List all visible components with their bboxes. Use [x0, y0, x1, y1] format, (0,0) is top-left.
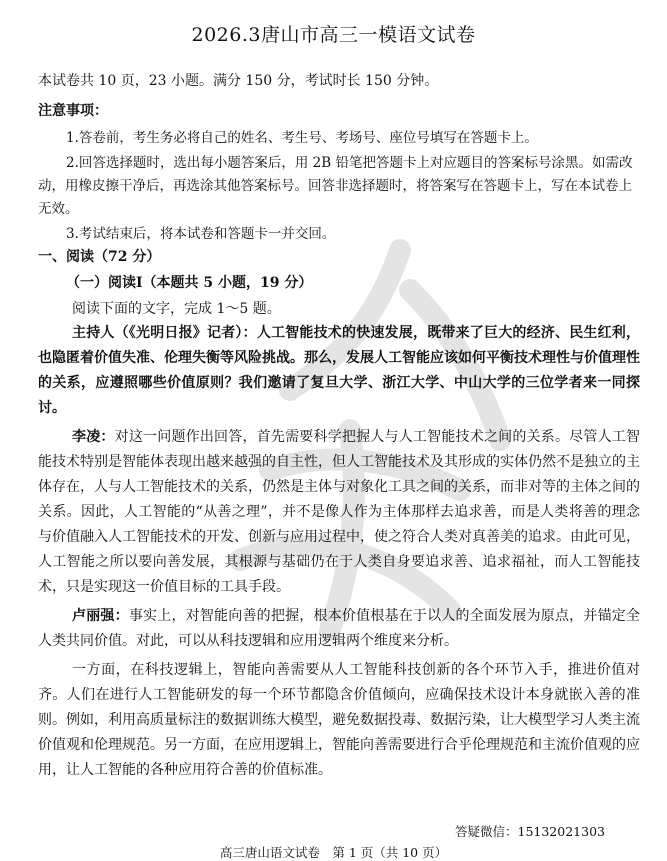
reading-passage: [38, 321, 640, 783]
subsection-heading: （一）阅读Ⅰ（本题共 5 小题，19 分）: [66, 275, 313, 291]
lu-liqiang-speaker: 卢丽强：: [72, 608, 129, 624]
exam-title: 2026.3唐山市高三一模语文试卷: [191, 24, 476, 46]
notice-item: 3.考试结束后，将本试卷和答题卡一并交回。: [66, 226, 336, 242]
li-ling-speaker: 李凌：: [72, 429, 115, 445]
li-ling-paragraph: [38, 425, 640, 600]
lu-liqiang-paragraph: [38, 604, 640, 654]
notice-heading: 注意事项：: [38, 103, 108, 119]
host-paragraph: [38, 321, 640, 421]
page-footer: 高三唐山语文试卷 第 1 页（共 10 页）: [219, 845, 448, 860]
host-text: 人工智能技术的快速发展，既带来了巨大的经济、民生红利，也隐匿着价值失准、伦理失衡等风险挑战。那么，发展人工智能应该如何平衡技术理性与价值理性的关系，应遵照哪些价值原则？我们邀请了复旦大学、浙江大学、中山大学的三位学者来一同探讨。: [38, 325, 641, 416]
notice-item: 2.回答选择题时，选出每小题答案后，用 2B 铅笔把答题卡上对应题目的答案标号涂黑。如需改动，用橡皮擦干净后，再选涂其他答案标号。回答非选择题时，将答案写在答题卡上，写在本试卷上无效。: [38, 155, 633, 217]
tech-logic-paragraph: 一方面，在科技逻辑上，智能向善需要从人工智能科技创新的各个环节入手，推进价值对齐。人们在进行人工智能研发的每一个环节都隐含价值倾向，应确保技术设计本身就嵌入善的准则。例如，利用高质量标注的数据训练大模型，避免数据投毒、数据污染，让大模型学习人类主流价值观和伦理规范。另一方面，在应用逻辑上，智能向善需要进行合乎伦理规范和主流价值观的应用，让人工智能的各种应用符合善的价值标准。: [38, 662, 640, 778]
contact-info: 答疑微信：15132021303: [455, 824, 605, 839]
notice-item: 1.答卷前，考生务必将自己的姓名、考生号、考场号、座位号填写在答题卡上。: [66, 130, 538, 146]
li-ling-text: 对这一问题作出回答，首先需要科学把握人与人工智能技术之间的关系。尽管人工智能技术特别是智能体表现出越来越强的自主性，但人工智能技术及其形成的实体仍然不是独立的主体存在，人与人工智能技术的关系，仍然是主体与对象化工具之间的关系，而非对等的主体之间的关系。因此，人工智能的“从善之理”，并不是像人作为主体那样去追求善，而是人类将善的理念与价值融入人工智能技术的开发、创新与应用过程中，使之符合人类对真善美的追求。由此可见，人工智能之所以要向善发展，其根源与基础仍在于人类自身要追求善、追求福祉，而人工智能技术，只是实现这一价值目标的工具手段。: [38, 429, 641, 595]
exam-intro: 本试卷共 10 页，23 小题。满分 150 分，考试时长 150 分钟。: [38, 73, 439, 89]
section-heading: 一、阅读（72 分）: [38, 249, 161, 265]
lu-liqiang-text: 事实上，对智能向善的把握，根本价值根基在于以人的全面发展为原点，并锚定全人类共同价值。对此，可以从科技逻辑和应用逻辑两个维度来分析。: [38, 608, 641, 649]
reading-instruction: 阅读下面的文字，完成 1～5 题。: [72, 301, 281, 317]
host-speaker: 主持人（《光明日报》记者）：: [72, 325, 257, 341]
notice-list: [38, 127, 638, 246]
